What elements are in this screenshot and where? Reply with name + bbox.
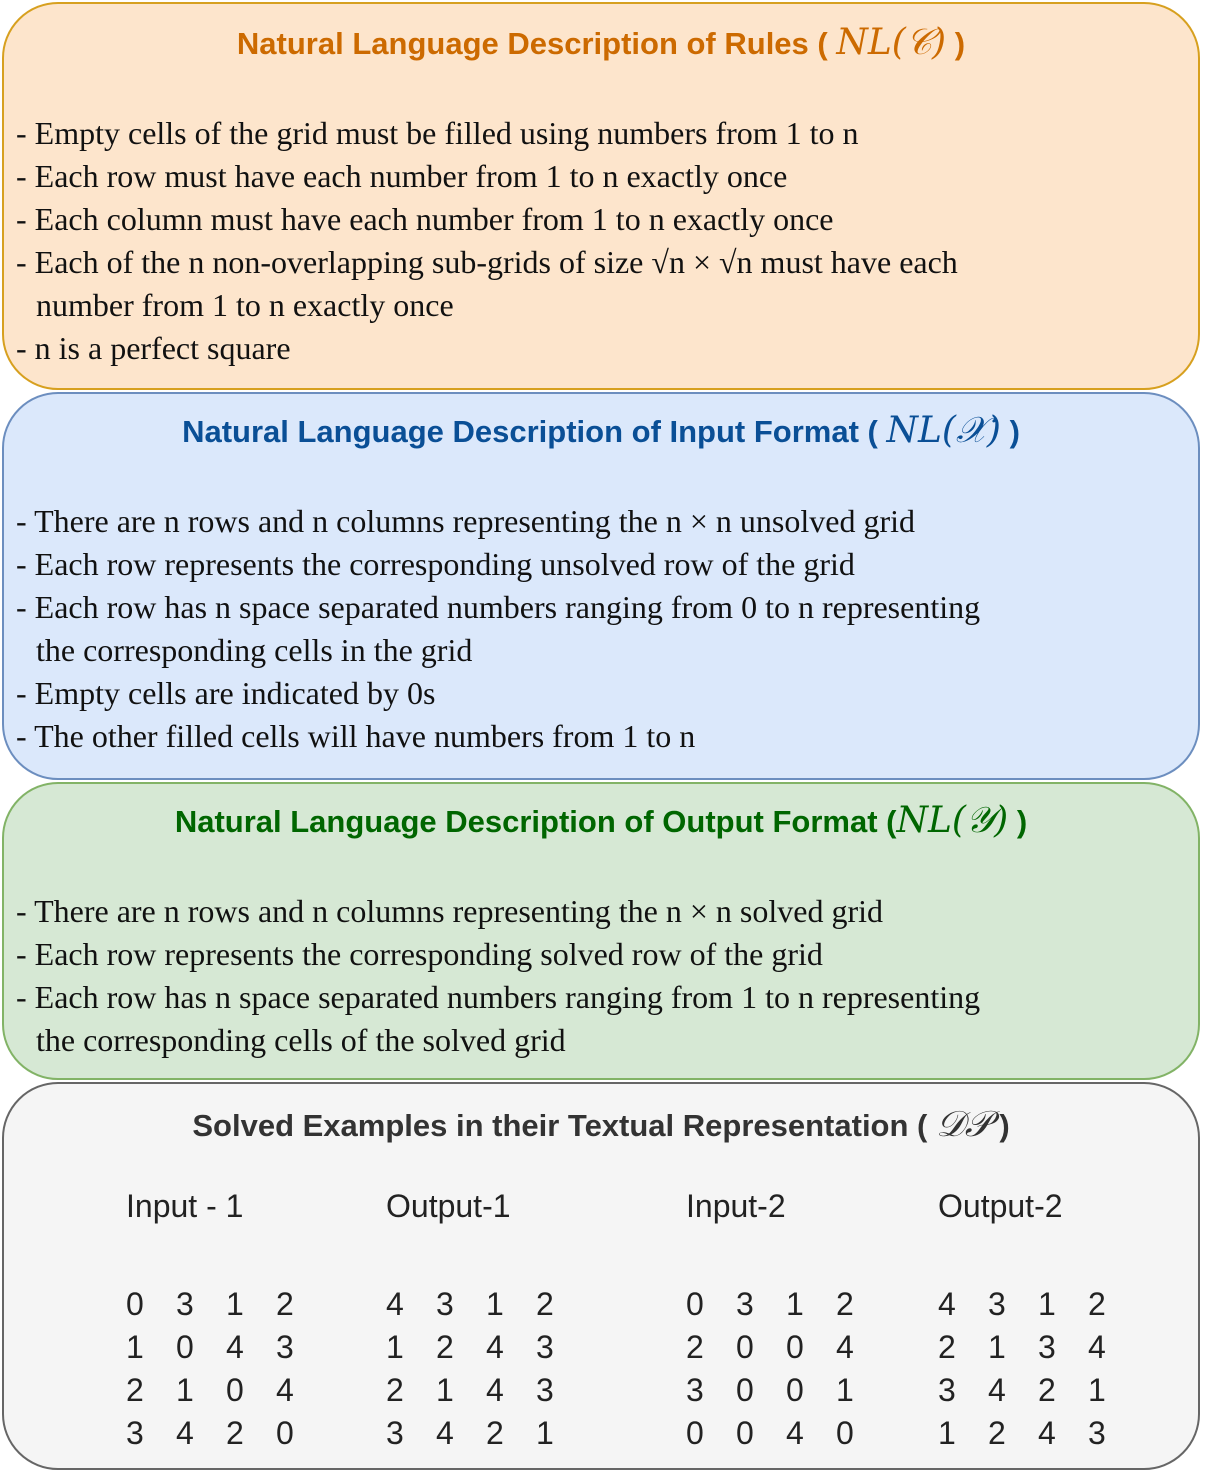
rule-line: - Each row must have each number from 1 to n exactly once: [16, 158, 788, 194]
grid-cell: 3: [736, 1286, 754, 1322]
grid-row: [938, 1369, 1138, 1412]
grid-cell: 0: [176, 1329, 194, 1365]
grid-cell: 1: [1088, 1372, 1106, 1408]
output-format-title: Natural Language Description of Output Format (NL(𝒴) ): [174, 800, 1028, 841]
grid-cell: 1: [786, 1286, 804, 1322]
grid-cell: 0: [736, 1329, 754, 1365]
rule-line-continuation: number from 1 to n exactly once: [36, 287, 454, 323]
grid-cell: 4: [276, 1372, 294, 1408]
grid-cell: 4: [436, 1415, 454, 1451]
grid-row: [126, 1369, 326, 1412]
grid-cell: 3: [386, 1415, 404, 1451]
example-output-2-label: Output-2: [938, 1188, 1063, 1224]
grid-cell: 3: [988, 1286, 1006, 1322]
grid-row: [938, 1412, 1138, 1455]
output-format-line: - Each row has n space separated numbers ranging from 1 to n representing: [16, 979, 981, 1015]
examples-title: Solved Examples in their Textual Representation ( 𝒟𝒫 ): [192, 1104, 1010, 1145]
grid-row: [686, 1412, 886, 1455]
grid-cell: 2: [226, 1415, 244, 1451]
examples-panel: [2, 1082, 1200, 1470]
grid-row: [126, 1283, 326, 1326]
rule-line: - n is a perfect square: [16, 330, 291, 366]
input-format-title: Natural Language Description of Input Format ( NL(𝒳) ): [182, 410, 1020, 451]
grid-cell: 0: [786, 1372, 804, 1408]
grid-cell: 4: [1088, 1329, 1106, 1365]
example-output-1-grid: [386, 1283, 586, 1455]
grid-cell: 2: [486, 1415, 504, 1451]
grid-cell: 1: [1038, 1286, 1056, 1322]
example-output-1: [386, 1188, 586, 1455]
grid-cell: 1: [436, 1372, 454, 1408]
grid-row: [126, 1326, 326, 1369]
output-format-panel: [2, 782, 1200, 1080]
example-input-2: [686, 1188, 886, 1455]
grid-cell: 3: [1038, 1329, 1056, 1365]
grid-cell: 4: [386, 1286, 404, 1322]
grid-cell: 2: [988, 1415, 1006, 1451]
input-format-line-continuation: the corresponding cells in the grid: [36, 632, 473, 668]
grid-row: [386, 1326, 586, 1369]
grid-cell: 2: [938, 1329, 956, 1365]
grid-row: [686, 1326, 886, 1369]
example-input-2-grid: [686, 1283, 886, 1455]
grid-cell: 4: [988, 1372, 1006, 1408]
grid-cell: 0: [786, 1329, 804, 1365]
rules-title-math: NL(𝒞): [836, 22, 947, 63]
grid-cell: 0: [686, 1415, 704, 1451]
grid-cell: 3: [276, 1329, 294, 1365]
output-format-title-math: NL(𝒴): [896, 800, 1009, 841]
grid-cell: 3: [536, 1372, 554, 1408]
rules-title: Natural Language Description of Rules ( NL(𝒞) ): [236, 22, 966, 63]
grid-row: [686, 1283, 886, 1326]
grid-cell: 3: [938, 1372, 956, 1408]
grid-cell: 0: [836, 1415, 854, 1451]
input-format-list: [16, 500, 1178, 758]
grid-cell: 3: [536, 1329, 554, 1365]
output-format-list: [16, 890, 1178, 1062]
input-format-panel: [2, 392, 1200, 780]
grid-cell: 4: [176, 1415, 194, 1451]
grid-cell: 0: [276, 1415, 294, 1451]
grid-cell: 1: [386, 1329, 404, 1365]
output-format-line-continuation: the corresponding cells of the solved grid: [36, 1022, 566, 1058]
grid-cell: 3: [686, 1372, 704, 1408]
grid-cell: 2: [386, 1372, 404, 1408]
grid-cell: 4: [786, 1415, 804, 1451]
grid-cell: 1: [176, 1372, 194, 1408]
grid-cell: 4: [1038, 1415, 1056, 1451]
grid-cell: 2: [1038, 1372, 1056, 1408]
grid-cell: 1: [126, 1329, 144, 1365]
grid-row: [126, 1412, 326, 1455]
rule-line: - Empty cells of the grid must be filled using numbers from 1 to n: [16, 115, 859, 151]
grid-cell: 1: [938, 1415, 956, 1451]
grid-cell: 1: [486, 1286, 504, 1322]
grid-cell: 3: [176, 1286, 194, 1322]
grid-cell: 2: [536, 1286, 554, 1322]
example-input-1-grid: [126, 1283, 326, 1455]
example-output-2: [938, 1188, 1138, 1455]
grid-cell: 4: [226, 1329, 244, 1365]
grid-cell: 0: [126, 1286, 144, 1322]
grid-row: [386, 1283, 586, 1326]
grid-cell: 4: [938, 1286, 956, 1322]
grid-cell: 3: [1088, 1415, 1106, 1451]
grid-cell: 2: [686, 1329, 704, 1365]
input-format-title-math: NL(𝒳): [886, 410, 1001, 451]
grid-cell: 1: [226, 1286, 244, 1322]
input-format-line: - Each row represents the corresponding unsolved row of the grid: [16, 546, 855, 582]
grid-cell: 0: [736, 1372, 754, 1408]
grid-cell: 4: [486, 1329, 504, 1365]
grid-row: [686, 1369, 886, 1412]
grid-cell: 4: [836, 1329, 854, 1365]
input-format-line: - Empty cells are indicated by 0s: [16, 675, 436, 711]
example-input-1: [126, 1188, 326, 1455]
grid-cell: 2: [1088, 1286, 1106, 1322]
grid-cell: 1: [536, 1415, 554, 1451]
grid-row: [386, 1412, 586, 1455]
input-format-line: - There are n rows and n columns representing the n × n unsolved grid: [16, 503, 915, 539]
grid-cell: 0: [736, 1415, 754, 1451]
grid-row: [938, 1283, 1138, 1326]
grid-cell: 0: [226, 1372, 244, 1408]
rules-panel: [2, 2, 1200, 390]
grid-cell: 2: [836, 1286, 854, 1322]
example-input-1-label: Input - 1: [126, 1188, 244, 1224]
grid-cell: 3: [126, 1415, 144, 1451]
input-format-line: - The other filled cells will have numbers from 1 to n: [16, 718, 696, 754]
rule-line: - Each of the n non-overlapping sub-grids of size √n × √n must have each: [16, 244, 958, 280]
grid-cell: 4: [486, 1372, 504, 1408]
grid-cell: 2: [276, 1286, 294, 1322]
grid-cell: 2: [126, 1372, 144, 1408]
rule-line: - Each column must have each number from 1 to n exactly once: [16, 201, 834, 237]
grid-cell: 1: [988, 1329, 1006, 1365]
rules-list: [16, 112, 1178, 370]
example-output-2-grid: [938, 1283, 1138, 1455]
examples-title-math: 𝒟𝒫: [936, 1104, 991, 1145]
output-format-line: - Each row represents the corresponding solved row of the grid: [16, 936, 823, 972]
grid-cell: 2: [436, 1329, 454, 1365]
grid-cell: 1: [836, 1372, 854, 1408]
grid-row: [938, 1326, 1138, 1369]
grid-row: [386, 1369, 586, 1412]
grid-cell: 0: [686, 1286, 704, 1322]
example-input-2-label: Input-2: [686, 1188, 786, 1224]
input-format-line: - Each row has n space separated numbers ranging from 0 to n representing: [16, 589, 981, 625]
example-output-1-label: Output-1: [386, 1188, 511, 1224]
grid-cell: 3: [436, 1286, 454, 1322]
output-format-line: - There are n rows and n columns representing the n × n solved grid: [16, 893, 883, 929]
